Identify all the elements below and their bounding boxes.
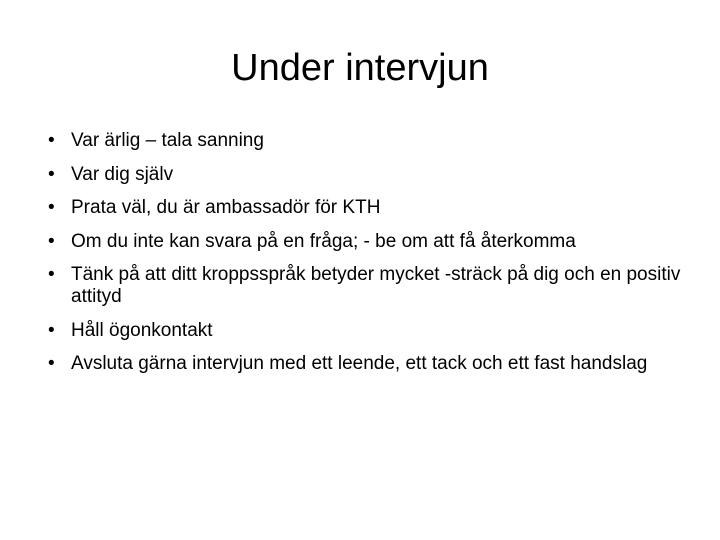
bullet-list — [48, 130, 688, 375]
bullet-item — [48, 197, 688, 219]
bullet-item — [48, 231, 688, 253]
bullet-dot-icon: • — [48, 163, 55, 185]
bullet-dot-icon: • — [48, 130, 55, 151]
bullet-text: Tänk på att ditt kroppsspråk betyder mycket -sträck på dig och en positiv attityd — [71, 264, 681, 307]
bullet-text: Prata väl, du är ambassadör för KTH — [71, 197, 381, 218]
bullet-dot-icon: • — [48, 353, 55, 374]
bullet-item — [48, 164, 688, 186]
slide-title: Under intervjun — [231, 47, 489, 89]
bullet-dot-icon: • — [48, 197, 55, 218]
bullet-text: Om du inte kan svara på en fråga; - be om att få återkomma — [71, 230, 576, 252]
bullet-text: Var ärlig – tala sanning — [71, 130, 264, 151]
bullet-dot-icon: • — [48, 264, 55, 285]
bullet-text: Håll ögonkontakt — [71, 319, 213, 341]
bullet-dot-icon: • — [48, 230, 55, 252]
bullet-text: Avsluta gärna intervjun med ett leende, ett tack och ett fast handslag — [71, 353, 648, 374]
bullet-item — [48, 264, 688, 308]
bullet-item — [48, 130, 688, 152]
bullet-item — [48, 320, 688, 342]
bullet-item — [48, 353, 688, 375]
bullet-text: Var dig själv — [71, 163, 174, 185]
bullet-dot-icon: • — [48, 319, 55, 341]
